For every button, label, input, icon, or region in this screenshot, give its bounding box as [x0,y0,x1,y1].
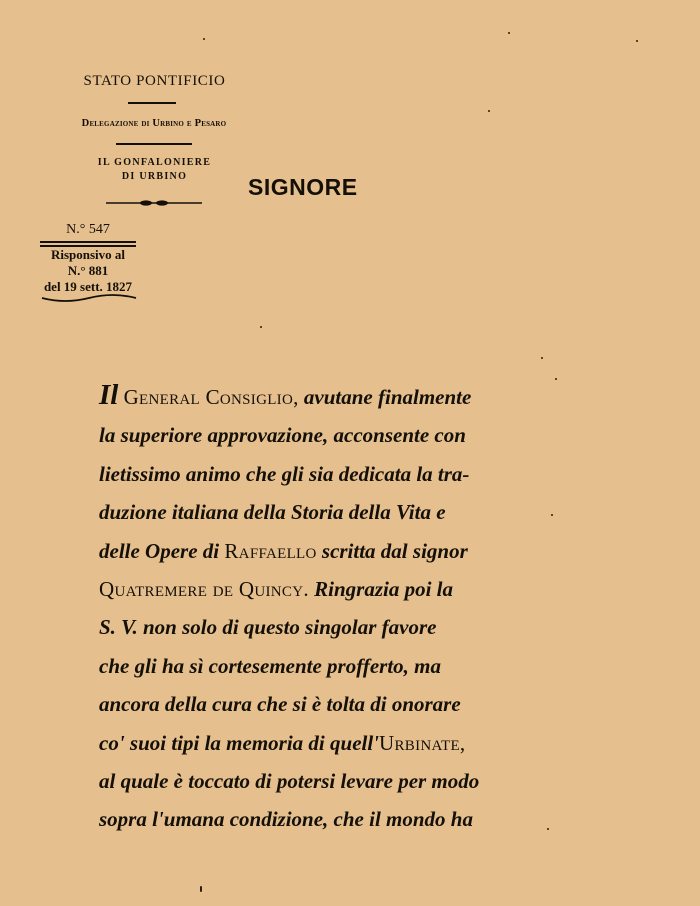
text-line: la superiore approvazione, acconsente con [99,423,466,448]
response-date: del 19 sett. 1827 [43,279,133,294]
speck [488,110,490,112]
text-line: ancora della cura che si è tolta di onorare [99,692,461,717]
state-heading: STATO PONTIFICIO [83,73,226,89]
speck [547,828,549,830]
divider [128,102,176,104]
text-line: che gli ha sì cortesemente profferto, ma [99,653,441,678]
letter-body [99,378,509,839]
text-line: duzione italiana della Storia della Vita e [99,500,446,525]
text-line: sopra l'umana condizione, che il mondo ha [99,807,473,832]
speck [551,514,553,516]
flourish-ornament [40,294,138,304]
office-line-2: DI URBINO [121,171,188,182]
speck [508,32,510,34]
response-reference [36,247,140,295]
delegation-heading: Delegazione di Urbino e Pesaro [81,118,227,129]
text-line: S. V. non solo di questo singolar favore [99,615,437,640]
text-line: delle Opere di Raffaello scritta dal signor [99,538,468,563]
speck [555,378,557,380]
protocol-number: N.° 547 [66,222,110,237]
office-line-1: IL GONFALONIERE [97,157,212,168]
salutation: SIGNORE [248,174,358,200]
speck [200,886,202,892]
text-line: al quale è toccato di potersi levare per modo [99,769,480,794]
speck [203,38,205,40]
divider [116,143,192,145]
text-line: Quatremere de Quincy. Ringrazia poi la [99,577,453,602]
text-line: co' suoi tipi la memoria di quell'Urbinate, [99,730,466,755]
response-number: N.° 881 [67,263,109,278]
text-line: lietissimo animo che gli sia dedicata la tra- [99,461,470,486]
drop-cap: Il [99,379,119,411]
speck [541,357,543,359]
speck [260,326,262,328]
text-line: Il General Consiglio, avutane finalmente [99,379,472,411]
divider [40,241,136,243]
ornament-divider [106,198,202,208]
office-heading [82,156,227,184]
response-label: Risponsivo al [50,247,126,262]
speck [636,40,638,42]
